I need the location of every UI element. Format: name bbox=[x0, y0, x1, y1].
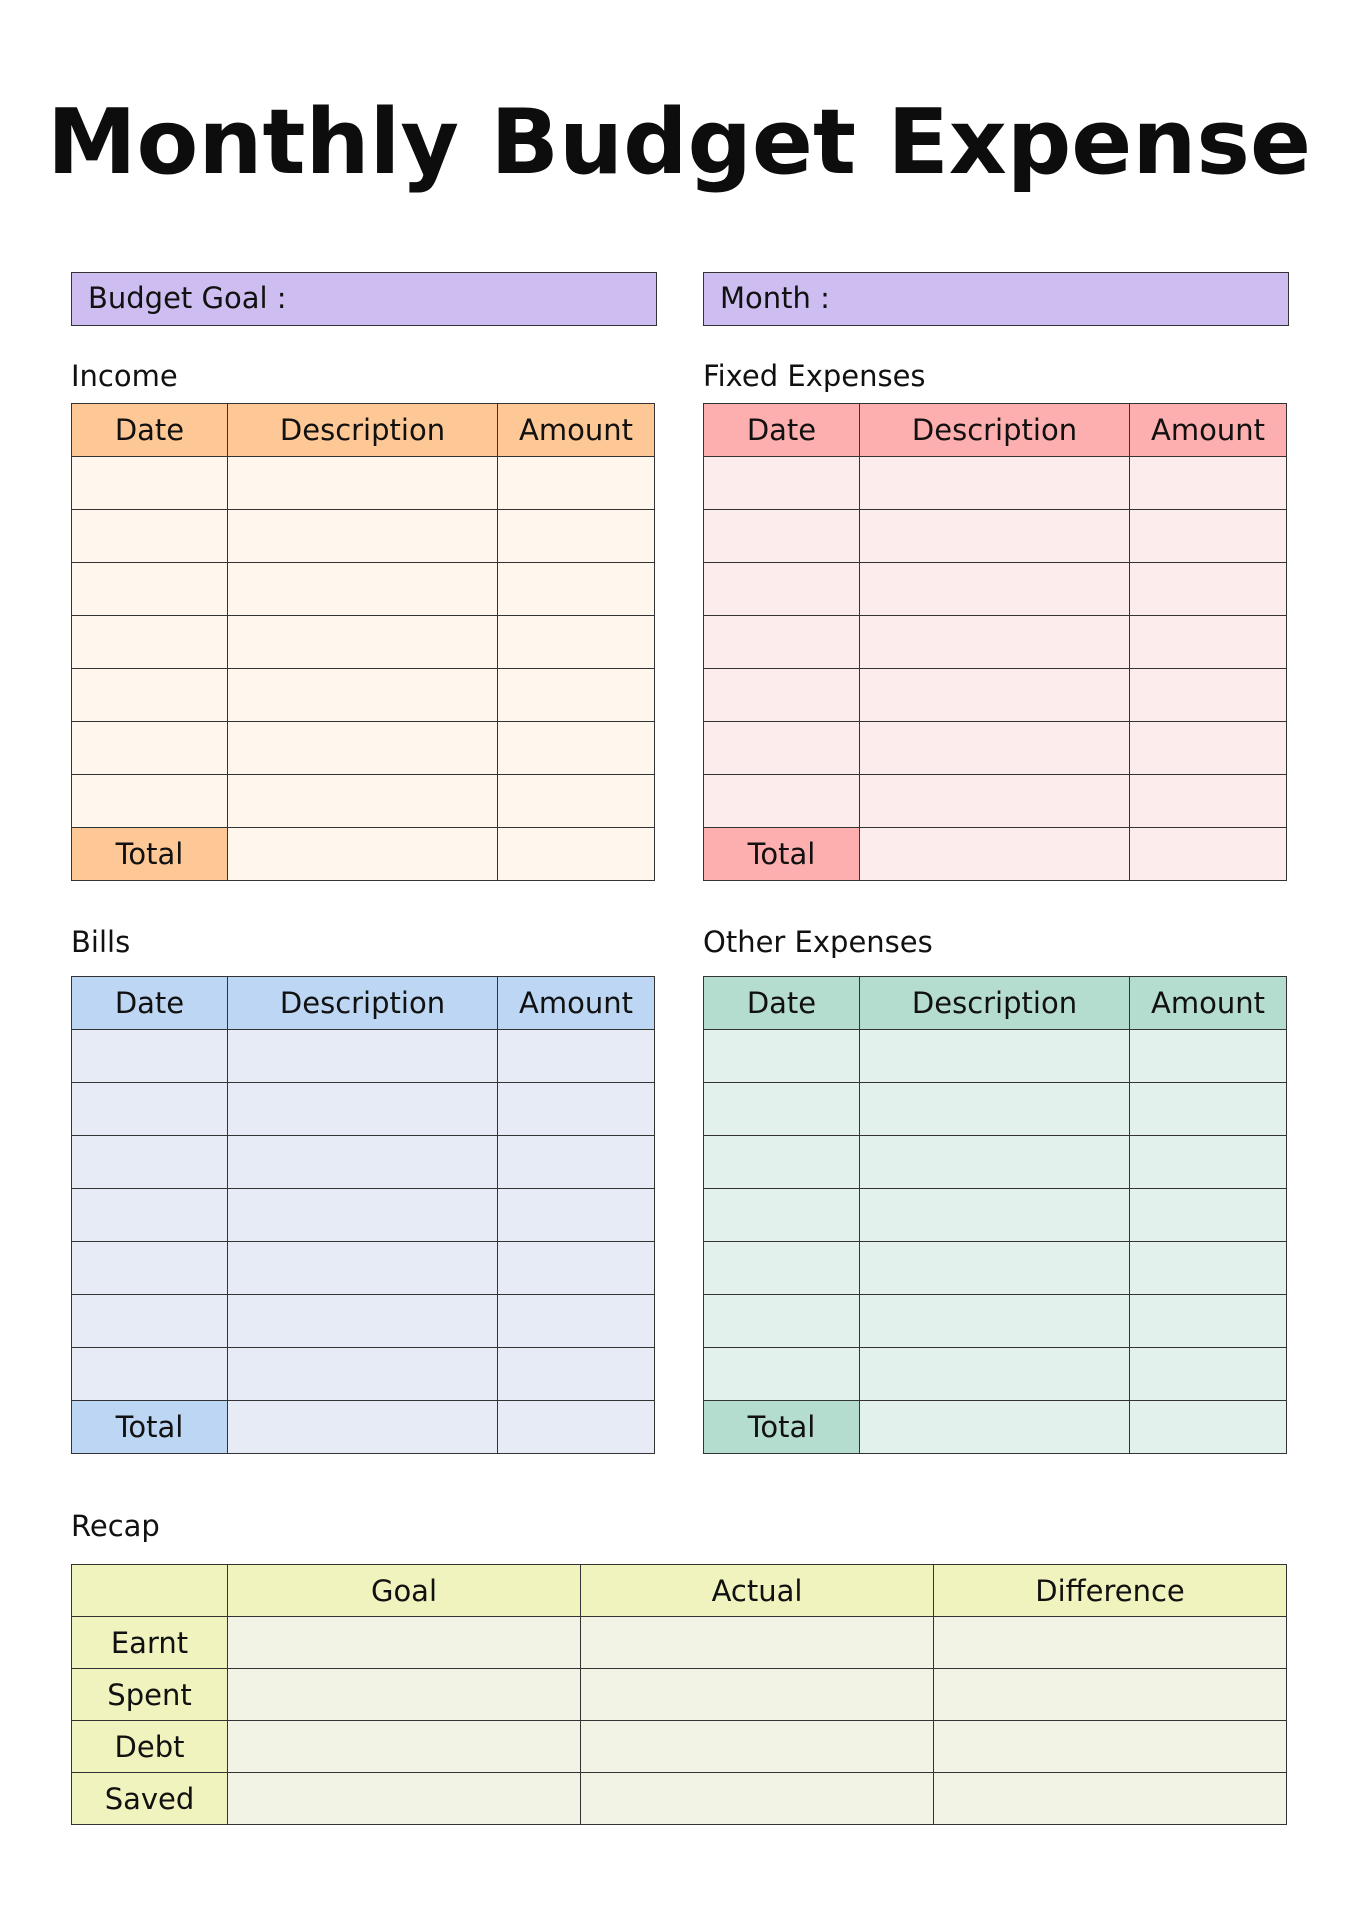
description-cell[interactable] bbox=[860, 457, 1130, 510]
page-title: Monthly Budget Expense bbox=[47, 90, 1311, 195]
description-cell[interactable] bbox=[228, 1401, 498, 1454]
description-cell[interactable] bbox=[228, 669, 498, 722]
description-cell[interactable] bbox=[860, 1030, 1130, 1083]
recap-row-label: Earnt bbox=[72, 1617, 228, 1669]
amount-cell[interactable] bbox=[1130, 722, 1287, 775]
bills-table bbox=[71, 976, 655, 1454]
description-cell[interactable] bbox=[228, 457, 498, 510]
description-cell[interactable] bbox=[228, 510, 498, 563]
description-cell[interactable] bbox=[860, 722, 1130, 775]
table-row bbox=[72, 616, 655, 669]
description-cell[interactable] bbox=[860, 1136, 1130, 1189]
date-cell[interactable] bbox=[704, 669, 860, 722]
amount-cell[interactable] bbox=[498, 1136, 655, 1189]
recap-row-label: Debt bbox=[72, 1721, 228, 1773]
recap-row-debt bbox=[72, 1721, 1287, 1773]
other-header-row bbox=[704, 977, 1287, 1030]
other-amount-header: Amount bbox=[1130, 977, 1287, 1030]
table-row bbox=[72, 722, 655, 775]
table-row bbox=[704, 510, 1287, 563]
date-cell[interactable] bbox=[72, 457, 228, 510]
date-cell[interactable] bbox=[72, 1189, 228, 1242]
amount-cell[interactable] bbox=[1130, 1030, 1287, 1083]
date-cell[interactable] bbox=[704, 616, 860, 669]
fixed-expenses-heading: Fixed Expenses bbox=[703, 359, 926, 393]
budget-goal-label: Budget Goal : bbox=[88, 281, 287, 315]
amount-cell[interactable] bbox=[1130, 616, 1287, 669]
date-cell[interactable] bbox=[72, 1295, 228, 1348]
date-cell[interactable] bbox=[704, 1348, 860, 1401]
amount-cell[interactable] bbox=[1130, 1189, 1287, 1242]
income-amount-header: Amount bbox=[498, 404, 655, 457]
date-cell[interactable] bbox=[72, 1348, 228, 1401]
amount-cell[interactable] bbox=[498, 1242, 655, 1295]
amount-cell[interactable] bbox=[1130, 828, 1287, 881]
bills-total-label: Total bbox=[72, 1401, 228, 1454]
description-cell[interactable] bbox=[860, 563, 1130, 616]
table-row bbox=[72, 1295, 655, 1348]
description-cell[interactable] bbox=[860, 1242, 1130, 1295]
recap-goal-cell[interactable] bbox=[228, 1773, 581, 1825]
amount-cell[interactable] bbox=[498, 1295, 655, 1348]
date-cell[interactable] bbox=[72, 1030, 228, 1083]
description-cell[interactable] bbox=[228, 1030, 498, 1083]
amount-cell[interactable] bbox=[498, 1348, 655, 1401]
amount-cell[interactable] bbox=[1130, 1401, 1287, 1454]
date-cell[interactable] bbox=[72, 563, 228, 616]
recap-header-row bbox=[72, 1565, 1287, 1617]
description-cell[interactable] bbox=[860, 775, 1130, 828]
bills-description-header: Description bbox=[228, 977, 498, 1030]
income-table bbox=[71, 403, 655, 881]
fixed-amount-header: Amount bbox=[1130, 404, 1287, 457]
recap-row-earnt bbox=[72, 1617, 1287, 1669]
fixed-header-row bbox=[704, 404, 1287, 457]
recap-goal-cell[interactable] bbox=[228, 1617, 581, 1669]
recap-actual-cell[interactable] bbox=[581, 1669, 934, 1721]
recap-difference-cell[interactable] bbox=[934, 1617, 1287, 1669]
other-total-row bbox=[704, 1401, 1287, 1454]
recap-row-label: Saved bbox=[72, 1773, 228, 1825]
month-label: Month : bbox=[720, 281, 830, 315]
amount-cell[interactable] bbox=[498, 1189, 655, 1242]
table-row bbox=[72, 457, 655, 510]
date-cell[interactable] bbox=[704, 1295, 860, 1348]
date-cell[interactable] bbox=[704, 563, 860, 616]
table-row bbox=[72, 1030, 655, 1083]
table-row bbox=[704, 457, 1287, 510]
date-cell[interactable] bbox=[72, 669, 228, 722]
income-date-header: Date bbox=[72, 404, 228, 457]
bills-heading: Bills bbox=[71, 925, 131, 959]
date-cell[interactable] bbox=[72, 722, 228, 775]
description-cell[interactable] bbox=[228, 1295, 498, 1348]
recap-row-spent bbox=[72, 1669, 1287, 1721]
amount-cell[interactable] bbox=[498, 669, 655, 722]
table-row bbox=[704, 1030, 1287, 1083]
other-expenses-table bbox=[703, 976, 1287, 1454]
date-cell[interactable] bbox=[72, 775, 228, 828]
recap-difference-cell[interactable] bbox=[934, 1721, 1287, 1773]
income-description-header: Description bbox=[228, 404, 498, 457]
amount-cell[interactable] bbox=[498, 457, 655, 510]
description-cell[interactable] bbox=[228, 1083, 498, 1136]
recap-actual-header: Actual bbox=[581, 1565, 934, 1617]
description-cell[interactable] bbox=[860, 828, 1130, 881]
recap-heading: Recap bbox=[71, 1509, 160, 1543]
bills-total-row bbox=[72, 1401, 655, 1454]
bills-header-row bbox=[72, 977, 655, 1030]
amount-cell[interactable] bbox=[1130, 1242, 1287, 1295]
amount-cell[interactable] bbox=[498, 616, 655, 669]
date-cell[interactable] bbox=[704, 1189, 860, 1242]
income-header-row bbox=[72, 404, 655, 457]
other-description-header: Description bbox=[860, 977, 1130, 1030]
income-total-row bbox=[72, 828, 655, 881]
recap-goal-header: Goal bbox=[228, 1565, 581, 1617]
amount-cell[interactable] bbox=[1130, 1136, 1287, 1189]
recap-actual-cell[interactable] bbox=[581, 1617, 934, 1669]
amount-cell[interactable] bbox=[498, 510, 655, 563]
date-cell[interactable] bbox=[704, 1030, 860, 1083]
recap-table bbox=[71, 1564, 1287, 1825]
table-row bbox=[704, 563, 1287, 616]
table-row bbox=[72, 1189, 655, 1242]
fixed-date-header: Date bbox=[704, 404, 860, 457]
description-cell[interactable] bbox=[228, 828, 498, 881]
description-cell[interactable] bbox=[228, 1136, 498, 1189]
table-row bbox=[704, 775, 1287, 828]
date-cell[interactable] bbox=[704, 1083, 860, 1136]
description-cell[interactable] bbox=[860, 1083, 1130, 1136]
table-row bbox=[704, 1083, 1287, 1136]
bills-amount-header: Amount bbox=[498, 977, 655, 1030]
description-cell[interactable] bbox=[228, 722, 498, 775]
amount-cell[interactable] bbox=[498, 563, 655, 616]
description-cell[interactable] bbox=[228, 1348, 498, 1401]
date-cell[interactable] bbox=[72, 616, 228, 669]
bills-date-header: Date bbox=[72, 977, 228, 1030]
table-row bbox=[72, 1083, 655, 1136]
budget-goal-field[interactable] bbox=[71, 272, 657, 326]
recap-difference-header: Difference bbox=[934, 1565, 1287, 1617]
amount-cell[interactable] bbox=[1130, 775, 1287, 828]
table-row bbox=[704, 616, 1287, 669]
recap-row-label: Spent bbox=[72, 1669, 228, 1721]
recap-difference-cell[interactable] bbox=[934, 1669, 1287, 1721]
table-row bbox=[72, 775, 655, 828]
amount-cell[interactable] bbox=[498, 722, 655, 775]
other-date-header: Date bbox=[704, 977, 860, 1030]
description-cell[interactable] bbox=[228, 1242, 498, 1295]
date-cell[interactable] bbox=[704, 510, 860, 563]
table-row bbox=[704, 1136, 1287, 1189]
table-row bbox=[72, 669, 655, 722]
amount-cell[interactable] bbox=[1130, 563, 1287, 616]
amount-cell[interactable] bbox=[498, 828, 655, 881]
description-cell[interactable] bbox=[228, 563, 498, 616]
other-total-label: Total bbox=[704, 1401, 860, 1454]
date-cell[interactable] bbox=[72, 1083, 228, 1136]
amount-cell[interactable] bbox=[1130, 457, 1287, 510]
amount-cell[interactable] bbox=[1130, 510, 1287, 563]
month-field[interactable] bbox=[703, 272, 1289, 326]
date-cell[interactable] bbox=[72, 510, 228, 563]
description-cell[interactable] bbox=[228, 616, 498, 669]
income-total-label: Total bbox=[72, 828, 228, 881]
fixed-description-header: Description bbox=[860, 404, 1130, 457]
recap-corner-cell bbox=[72, 1565, 228, 1617]
amount-cell[interactable] bbox=[1130, 1348, 1287, 1401]
date-cell[interactable] bbox=[704, 1136, 860, 1189]
table-row bbox=[72, 563, 655, 616]
recap-difference-cell[interactable] bbox=[934, 1773, 1287, 1825]
amount-cell[interactable] bbox=[1130, 669, 1287, 722]
amount-cell[interactable] bbox=[498, 1083, 655, 1136]
date-cell[interactable] bbox=[72, 1136, 228, 1189]
amount-cell[interactable] bbox=[498, 775, 655, 828]
description-cell[interactable] bbox=[860, 1189, 1130, 1242]
amount-cell[interactable] bbox=[498, 1030, 655, 1083]
table-row bbox=[72, 1348, 655, 1401]
fixed-total-row bbox=[704, 828, 1287, 881]
table-row bbox=[704, 1242, 1287, 1295]
description-cell[interactable] bbox=[860, 669, 1130, 722]
recap-goal-cell[interactable] bbox=[228, 1669, 581, 1721]
recap-actual-cell[interactable] bbox=[581, 1773, 934, 1825]
table-row bbox=[704, 1348, 1287, 1401]
date-cell[interactable] bbox=[704, 722, 860, 775]
recap-actual-cell[interactable] bbox=[581, 1721, 934, 1773]
fixed-total-label: Total bbox=[704, 828, 860, 881]
table-row bbox=[704, 722, 1287, 775]
recap-row-saved bbox=[72, 1773, 1287, 1825]
description-cell[interactable] bbox=[860, 1348, 1130, 1401]
other-expenses-heading: Other Expenses bbox=[703, 925, 933, 959]
date-cell[interactable] bbox=[704, 457, 860, 510]
amount-cell[interactable] bbox=[1130, 1295, 1287, 1348]
description-cell[interactable] bbox=[228, 1189, 498, 1242]
description-cell[interactable] bbox=[860, 1401, 1130, 1454]
date-cell[interactable] bbox=[704, 775, 860, 828]
amount-cell[interactable] bbox=[1130, 1083, 1287, 1136]
description-cell[interactable] bbox=[860, 1295, 1130, 1348]
income-heading: Income bbox=[71, 359, 178, 393]
amount-cell[interactable] bbox=[498, 1401, 655, 1454]
table-row bbox=[704, 1295, 1287, 1348]
date-cell[interactable] bbox=[72, 1242, 228, 1295]
table-row bbox=[72, 510, 655, 563]
table-row bbox=[704, 1189, 1287, 1242]
table-row bbox=[704, 669, 1287, 722]
fixed-expenses-table bbox=[703, 403, 1287, 881]
description-cell[interactable] bbox=[860, 616, 1130, 669]
description-cell[interactable] bbox=[228, 775, 498, 828]
table-row bbox=[72, 1242, 655, 1295]
table-row bbox=[72, 1136, 655, 1189]
recap-goal-cell[interactable] bbox=[228, 1721, 581, 1773]
date-cell[interactable] bbox=[704, 1242, 860, 1295]
description-cell[interactable] bbox=[860, 510, 1130, 563]
